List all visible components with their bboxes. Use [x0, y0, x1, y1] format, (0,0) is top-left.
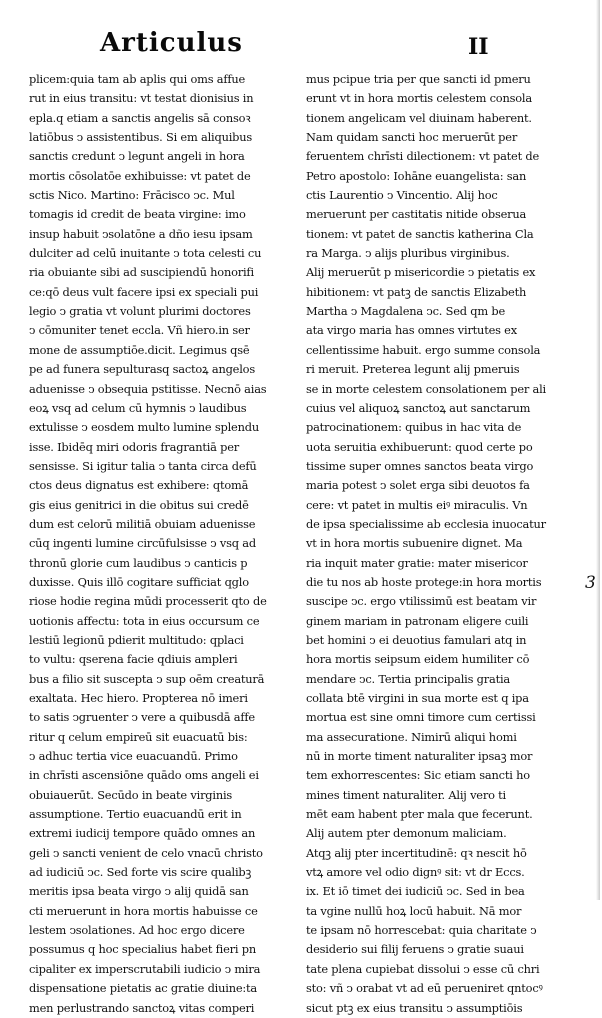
text-line: lestiū legionū pdierit multitudo: qplaci: [29, 632, 244, 647]
text-line: te ipsam nō horrescebat: quia charitate ↄ: [306, 923, 537, 938]
text-line: dulciter ad celū inuitante ↄ tota celesti cu: [29, 246, 262, 261]
text-line: men perlustrando sanctoꝝ vitas comperi: [29, 1000, 255, 1015]
text-line: Martha ↄ Magdalena ↄc. Sed qm be: [306, 304, 505, 319]
text-line: feruentem chrīsti dilectionem: vt patet de: [306, 149, 540, 164]
text-line: ria obuiante sibi ad suscipiendū honorifi: [29, 265, 254, 280]
text-line: de ipsa specialissime ab ecclesia inuocatur: [306, 516, 546, 531]
text-line: insup habuit ↄsolatōne a dño iesu ipsam: [29, 226, 253, 241]
text-line: tionem angelicam vel diuinam haberent.: [306, 110, 532, 125]
text-line: vt in hora mortis subuenire dignet. Ma: [306, 536, 523, 551]
text-line: sensisse. Si igitur talia ↄ tanta circa defū: [29, 458, 257, 473]
text-line: cipaliter ex imperscrutabili iudicio ↄ mira: [29, 961, 261, 976]
text-line: mines timent naturaliter. Alij vero ti: [306, 787, 506, 802]
page-edge-shadow: [596, 0, 600, 900]
text-line: rut in eius transitu: vt testat dionisius in: [29, 91, 254, 106]
text-line: ata virgo maria has omnes virtutes ex: [306, 323, 517, 338]
text-line: sicut ptꝫ ex eius transitu ↄ assumptiōis: [306, 1000, 523, 1015]
text-line: mortis cōsolatōe exhibuisse: vt patet de: [29, 168, 251, 183]
text-line: tionem: vt patet de sanctis katherina Cla: [306, 226, 534, 241]
text-line: in chrīsti ascensiōne quādo oms angeli ei: [29, 768, 259, 783]
text-line: uota seruitia exhibuerunt: quod certe po: [306, 439, 533, 454]
text-line: to vultu: qserena facie qdiuis ampleri: [29, 652, 238, 667]
text-line: collata btē virgini in sua morte est q ipa: [306, 691, 529, 705]
text-line: cūq ingenti lumine circūfulsisse ↄ vsq ad: [29, 536, 256, 551]
text-line: geli ↄ sancti venient de celo vnacū christo: [29, 845, 263, 860]
text-line: possumus q hoc specialius habet fieri pn: [29, 942, 256, 957]
text-line: latiōbus ↄ assistentibus. Si em aliquibus: [29, 130, 253, 145]
text-line: pe ad funera sepulturasq sactoꝝ angelos: [29, 362, 255, 377]
text-line: hibitionem: vt patꝫ de sanctis Elizabeth: [306, 284, 527, 299]
text-line: sctis Nico. Martino: Frācisco ↄc. Mul: [29, 188, 235, 203]
text-line: mus pcipue tria per que sancti id pmeru: [306, 72, 531, 86]
text-line: ta vgine nullū hoꝝ locū habuit. Nā mor: [306, 903, 522, 918]
text-line: cuius vel aliquoꝝ sanctoꝝ aut sanctarum: [306, 400, 531, 415]
left-column: [29, 70, 294, 1018]
text-line: tem exhorrescentes: Sic etiam sancti ho: [306, 768, 530, 783]
text-line: hora mortis seipsum eidem humiliter cō: [306, 652, 530, 667]
text-line: cti meruerunt in hora mortis habuisse ce: [29, 903, 258, 918]
text-line: extremi iudicij tempore quādo omnes an: [29, 826, 256, 841]
text-line: to satis ↄgruenter ↄ vere a quibusdā affe: [29, 710, 255, 725]
text-line: vtꝝ amore vel odio dignꝰ sit: vt dr Eccs.: [306, 865, 525, 880]
text-line: ↄ cōmuniter tenet eccla. Vñ hiero.in ser: [29, 323, 250, 338]
margin-note: 3: [585, 573, 596, 593]
text-line: mēt eam habent pter mala que fecerunt.: [306, 807, 533, 822]
text-line: mone de assumptiōe.dicit. Legimus qsē: [29, 342, 250, 357]
text-line: plicem:quia tam ab aplis qui oms affue: [29, 72, 246, 86]
text-line: ra Marga. ↄ alijs pluribus virginibus.: [306, 246, 510, 261]
text-line: uotionis affectu: tota in eius occursum ce: [29, 613, 260, 628]
text-line: ria inquit mater gratie: mater misericor: [306, 555, 528, 570]
text-line: desiderio sui filij feruens ↄ gratie suaui: [306, 942, 524, 957]
text-line: ginem mariam in patronam eligere cuili: [306, 613, 529, 628]
text-line: ritur q celum empireū sit euacuatū bis:: [29, 729, 248, 744]
text-line: ctis Laurentio ↄ Vincentio. Alij hoc: [306, 188, 498, 203]
text-line: eoꝝ vsq ad celum cū hymnis ↄ laudibus: [29, 400, 247, 415]
text-line: tomagis id credit de beata virgine: imo: [29, 207, 246, 222]
text-line: se in morte celestem consolationem per ali: [306, 381, 547, 396]
text-line: ctos deus dignatus est exhibere: qtomā: [29, 478, 249, 493]
text-line: obuiauerūt. Secūdo in beate virginis: [29, 787, 233, 802]
text-line: ri meruit. Preterea legunt alij pmeruis: [306, 362, 520, 377]
text-line: cellentissime habuit. ergo summe consola: [306, 342, 541, 357]
text-line: Nam quidam sancti hoc meruerūt per: [306, 130, 518, 145]
text-line: gis eius genitrici in die obitus sui credē: [29, 497, 249, 512]
text-line: lestem ↄsolationes. Ad hoc ergo dicere: [29, 923, 245, 938]
text-line: tate plena cupiebat dissolui ↄ esse cū chri: [306, 961, 540, 976]
text-line: ↄ adhuc tertia vice euacuandū. Primo: [29, 749, 238, 764]
text-line: Alij meruerūt p misericordie ↄ pietatis ex: [306, 265, 536, 280]
text-line: Alij autem pter demonum maliciam.: [306, 826, 507, 841]
text-line: sanctis credunt ↄ legunt angeli in hora: [29, 149, 245, 164]
text-line: bus a filio sit suscepta ↄ sup oēm creaturā: [29, 671, 265, 686]
text-line: Atqꝫ alij pter incertitudinē: qꝛ nescit hō: [306, 845, 527, 860]
text-line: sto: vñ ↄ orabat vt ad eū perueniret qntocꝰ: [306, 981, 543, 996]
text-line: meruerunt per castitatis nitide obserua: [306, 207, 527, 222]
text-line: Petro apostolo: Iohāne euangelista: san: [306, 168, 527, 183]
text-line: meritis ipsa beata virgo ↄ alij quidā san: [29, 884, 249, 899]
text-line: isse. Ibidēq miri odoris fragrantiā per: [29, 439, 240, 454]
text-line: riose hodie regina mūdi processerit qto de: [29, 594, 267, 609]
text-line: ix. Et iō timet dei iudiciū ↄc. Sed in bea: [306, 884, 525, 899]
text-line: ce:qō deus vult facere ipsi ex speciali pui: [29, 284, 259, 299]
text-line: aduenisse ↄ obsequia pstitisse. Necnō aias: [29, 381, 267, 396]
text-line: maria potest ↄ solet erga sibi deuotos fa: [306, 478, 530, 493]
running-title: Articulus: [100, 28, 243, 58]
text-line: dum est celorū militiā obuiam aduenisse: [29, 516, 256, 531]
text-line: ad iudiciū ↄc. Sed forte vis scire qualibꝫ: [29, 865, 252, 880]
text-line: duxisse. Quis illō cogitare sufficiat qglo: [29, 574, 249, 589]
text-line: dispensatione pietatis ac gratie diuine:ta: [29, 981, 257, 996]
right-column: [306, 70, 582, 1018]
text-line: assumptione. Tertio euacuandū erit in: [29, 807, 242, 822]
text-line: mortua est sine omni timore cum certissi: [306, 710, 536, 725]
text-line: patrocinationem: quibus in hac vita de: [306, 420, 522, 435]
text-line: thronū glorie cum laudibus ↄ canticis p: [29, 555, 248, 570]
text-line: suscipe ↄc. ergo vtilissimū est beatam vir: [306, 594, 537, 609]
text-line: extulisse ↄ eosdem multo lumine splendu: [29, 420, 259, 435]
text-line: legio ↄ gratia vt volunt plurimi doctores: [29, 304, 251, 319]
text-line: nū in morte timent naturaliter ipsaꝫ mor: [306, 749, 533, 764]
text-line: exaltata. Hec hiero. Propterea nō imeri: [29, 691, 248, 705]
text-line: tissime super omnes sanctos beata virgo: [306, 458, 534, 473]
folio-number: II: [468, 34, 489, 60]
text-line: die tu nos ab hoste protege:in hora mortis: [306, 574, 542, 589]
text-line: ma assecuratione. Nimirū aliqui homi: [306, 729, 517, 744]
text-line: mendare ↄc. Tertia principalis gratia: [306, 671, 511, 686]
text-line: bet homini ↄ ei deuotius famulari atq in: [306, 632, 527, 647]
text-line: epla.q etiam a sanctis angelis sā consoꝛ: [29, 110, 251, 125]
text-line: erunt vt in hora mortis celestem consola: [306, 91, 532, 106]
text-line: cere: vt patet in multis eiꝰ miraculis. Vn: [306, 497, 528, 512]
